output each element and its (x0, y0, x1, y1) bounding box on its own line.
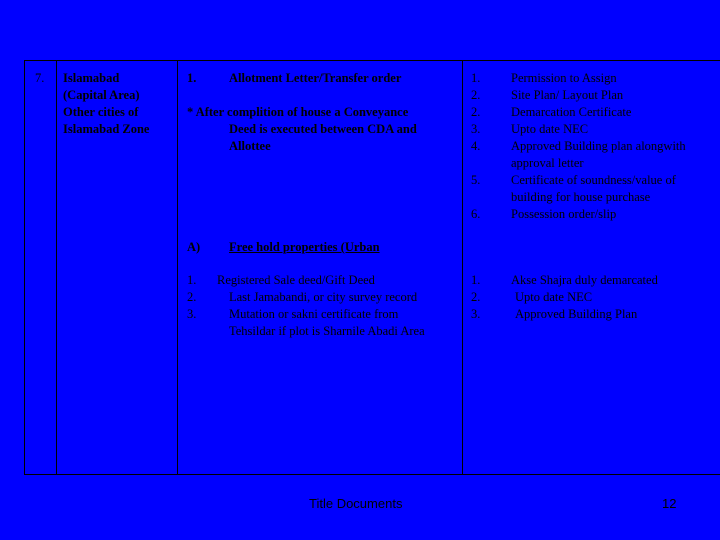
document-text: Registered Sale deed/Gift Deed (217, 273, 375, 287)
requirement-text: Akse Shajra duly demarcated (511, 273, 658, 287)
document-number: 3. (187, 307, 197, 321)
document-text: Last Jamabandi, or city survey record (229, 290, 418, 304)
requirement-number: 4. (471, 139, 481, 153)
page-number: 12 (662, 496, 677, 511)
requirement-text: Certificate of soundness/value of (511, 173, 676, 187)
document-number: 1. (187, 273, 197, 287)
row-serial: 7. (35, 71, 45, 85)
conveyance-note-line: * After complition of house a Conveyance (187, 105, 409, 119)
requirement-text: Demarcation Certificate (511, 105, 632, 119)
column-divider-2 (177, 60, 178, 475)
requirement-number: 1. (471, 273, 481, 287)
requirement-text: Approved Building Plan (515, 307, 638, 321)
requirement-number: 1. (471, 71, 481, 85)
requirement-text: Permission to Assign (511, 71, 617, 85)
requirement-number: 6. (471, 207, 481, 221)
requirement-number: 3. (471, 122, 481, 136)
location-line: Other cities of (63, 105, 139, 119)
requirement-text: approval letter (511, 156, 584, 170)
column-divider-3 (462, 60, 463, 475)
document-number: 2. (187, 290, 197, 304)
column-divider-1 (56, 60, 57, 475)
location-line: Islamabad Zone (63, 122, 150, 136)
requirement-number: 2. (471, 105, 481, 119)
table-top-border (24, 60, 720, 61)
requirement-number: 2. (471, 290, 481, 304)
table-bottom-border (24, 474, 720, 475)
section-a-title: Allotment Letter/Transfer order (229, 71, 402, 85)
location-line: (Capital Area) (63, 88, 140, 102)
requirement-text: Site Plan/ Layout Plan (511, 88, 624, 102)
requirement-number: 5. (471, 173, 481, 187)
footer-title: Title Documents (309, 496, 403, 511)
section-b-title: Free hold properties (Urban (229, 240, 380, 254)
conveyance-note-line: Allottee (229, 139, 271, 153)
conveyance-note-line: Deed is executed between CDA and (229, 122, 417, 136)
section-a-number: 1. (187, 71, 197, 85)
requirement-text: building for house purchase (511, 190, 651, 204)
requirement-number: 3. (471, 307, 481, 321)
location-line: Islamabad (63, 71, 120, 85)
requirement-text: Approved Building plan alongwith (511, 139, 686, 153)
document-text: Mutation or sakni certificate from (229, 307, 399, 321)
requirement-text: Upto date NEC (515, 290, 593, 304)
table-left-border (24, 60, 25, 475)
requirement-text: Possession order/slip (511, 207, 617, 221)
requirement-number: 2. (471, 88, 481, 102)
section-b-label: A) (187, 240, 201, 254)
requirement-text: Upto date NEC (511, 122, 589, 136)
document-text: Tehsildar if plot is Sharnile Abadi Area (229, 324, 425, 338)
